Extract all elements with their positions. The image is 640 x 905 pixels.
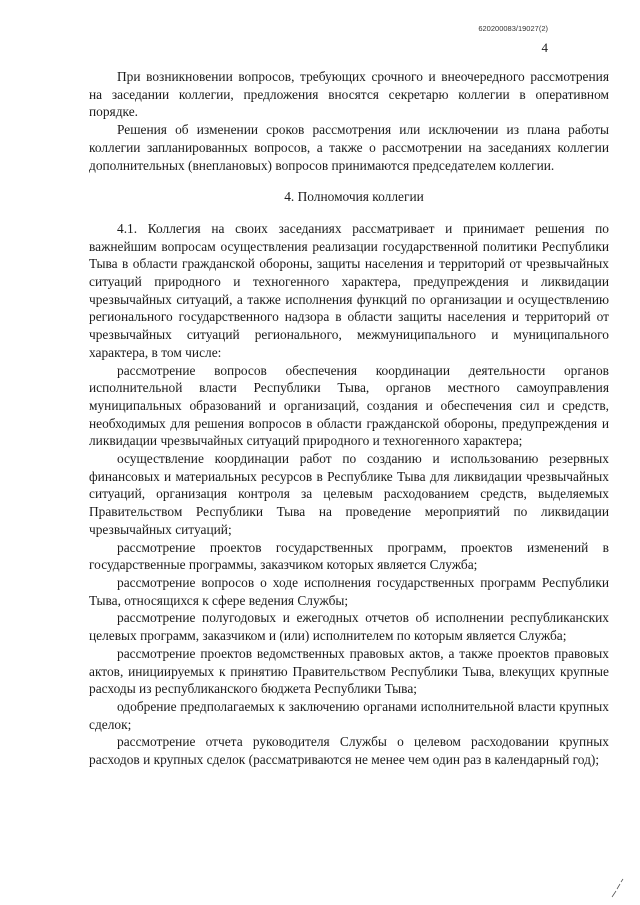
- list-item-coordination: рассмотрение вопросов обеспечения координации деятельности органов исполнительной власти Республики Тыва, органов местного самоуправления муниципальных образований и организаций, создания и обеспечения сил и средств, необходимых для решения вопросов в области гражданской обороны, предупреждения и ликвидации чрезвычайных ситуаций природного и техногенного характера;: [89, 362, 609, 449]
- paragraph-urgent-questions: При возникновении вопросов, требующих срочного и внеочередного рассмотрения на заседании коллегии, предложения вносятся секретарю коллегии в оперативном порядке.: [89, 69, 609, 120]
- paragraph-4-1: 4.1. Коллегия на своих заседаниях рассматривает и принимает решения по важнейшим вопросам осуществления реализации государственной политики Республики Тыва в области гражданской обороны, защиты населения и территорий от чрезвычайных ситуаций природного и техногенного характера, предупреждения и ликвидации чрезвычайных ситуаций, а также исполнения функций по организации и осуществлению регионального государственного надзора в области защиты населения и территорий от чрезвычайных ситуаций регионального, межмуниципального и муниципального характера, в том числе:: [89, 220, 609, 360]
- list-item-program-drafts: рассмотрение проектов государственных программ, проектов изменений в государственные программы, заказчиком которых является Служба;: [89, 539, 609, 573]
- document-body: [89, 68, 609, 769]
- document-code: 620200083/19027(2): [478, 24, 548, 33]
- pen-mark: [608, 877, 626, 899]
- list-item-reports: рассмотрение полугодовых и ежегодных отчетов об исполнении республиканских целевых программ, заказчиком и (или) исполнителем по которым является Служба;: [89, 610, 609, 644]
- list-item-reserves: осуществление координации работ по созданию и использованию резервных финансовых и материальных ресурсов в Республике Тыва для ликвидации чрезвычайных ситуаций, организация контроля за целевым расходованием средств, выделяемых Правительством Республики Тыва на проведение мероприятий по ликвидации чрезвычайных ситуаций;: [89, 451, 609, 537]
- list-item-program-progress: рассмотрение вопросов о ходе исполнения государственных программ Республики Тыва, относящихся к сфере ведения Службы;: [89, 574, 609, 608]
- page-number: 4: [541, 40, 548, 55]
- list-item-legal-acts: рассмотрение проектов ведомственных правовых актов, а также проектов правовых актов, инициируемых к принятию Правительством Республики Тыва, влекущих крупные расходы из республиканского бюджета Республики Тыва;: [89, 645, 609, 697]
- paragraph-schedule-changes: Решения об изменении сроков рассмотрения или исключении из плана работы коллегии запланированных вопросов, а также о рассмотрении на заседаниях коллегии дополнительных (внеплановых) вопросов принимаются председателем коллегии.: [89, 122, 609, 173]
- section-heading: 4. Полномочия коллегии: [284, 189, 424, 205]
- list-item-head-report: рассмотрение отчета руководителя Службы о целевом расходовании крупных расходов и крупных сделок (рассматриваются не менее чем один раз в календарный год);: [89, 734, 609, 768]
- list-item-deals-approval: одобрение предполагаемых к заключению органами исполнительной власти крупных сделок;: [89, 698, 609, 732]
